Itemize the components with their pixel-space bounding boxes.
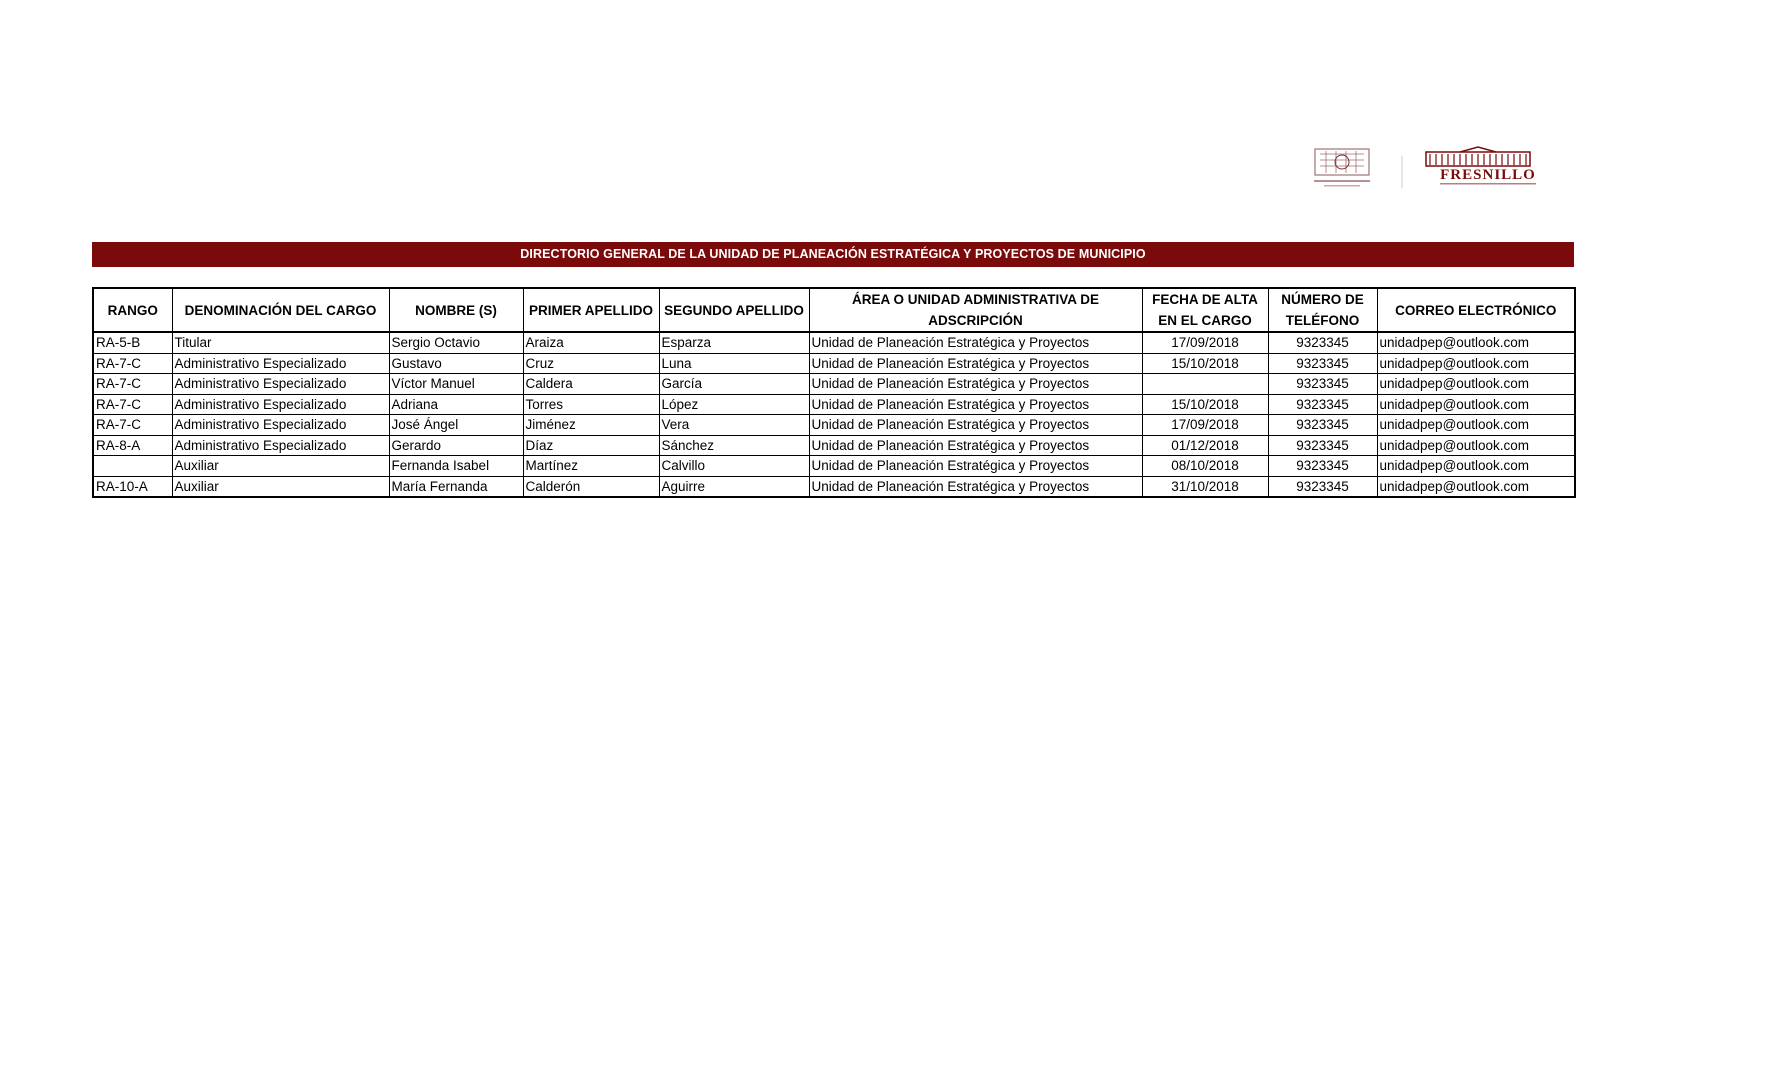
cell-rango: RA-8-A bbox=[93, 435, 172, 456]
table-row bbox=[93, 476, 1575, 497]
cell-rango: RA-7-C bbox=[93, 415, 172, 436]
cell-primer-apellido: Jiménez bbox=[523, 415, 659, 436]
cell-area: Unidad de Planeación Estratégica y Proyectos bbox=[809, 332, 1142, 353]
table-row bbox=[93, 456, 1575, 477]
cell-nombre: José Ángel bbox=[389, 415, 523, 436]
table-row bbox=[93, 394, 1575, 415]
cell-correo: unidadpep@outlook.com bbox=[1377, 374, 1575, 395]
cell-telefono: 9323345 bbox=[1268, 456, 1377, 477]
header-segundo-apellido: SEGUNDO APELLIDO bbox=[659, 288, 809, 332]
cell-fecha-alta: 17/09/2018 bbox=[1142, 332, 1268, 353]
table-body bbox=[93, 332, 1575, 497]
table-row bbox=[93, 353, 1575, 374]
cell-segundo-apellido: Calvillo bbox=[659, 456, 809, 477]
table-row bbox=[93, 332, 1575, 353]
header-primer-apellido: PRIMER APELLIDO bbox=[523, 288, 659, 332]
cell-correo: unidadpep@outlook.com bbox=[1377, 435, 1575, 456]
cell-area: Unidad de Planeación Estratégica y Proyectos bbox=[809, 374, 1142, 395]
cell-cargo: Auxiliar bbox=[172, 476, 389, 497]
cell-nombre: Fernanda Isabel bbox=[389, 456, 523, 477]
cell-telefono: 9323345 bbox=[1268, 332, 1377, 353]
cell-correo: unidadpep@outlook.com bbox=[1377, 394, 1575, 415]
cell-rango: RA-5-B bbox=[93, 332, 172, 353]
cell-fecha-alta: 15/10/2018 bbox=[1142, 394, 1268, 415]
header-correo: CORREO ELECTRÓNICO bbox=[1377, 288, 1575, 332]
cell-rango: RA-7-C bbox=[93, 374, 172, 395]
cell-rango: RA-10-A bbox=[93, 476, 172, 497]
cell-area: Unidad de Planeación Estratégica y Proyectos bbox=[809, 415, 1142, 436]
cell-fecha-alta: 01/12/2018 bbox=[1142, 435, 1268, 456]
cell-area: Unidad de Planeación Estratégica y Proyectos bbox=[809, 476, 1142, 497]
table-row bbox=[93, 435, 1575, 456]
cell-nombre: María Fernanda bbox=[389, 476, 523, 497]
fresnillo-logo bbox=[1426, 147, 1536, 185]
cell-fecha-alta bbox=[1142, 374, 1268, 395]
cell-nombre: Víctor Manuel bbox=[389, 374, 523, 395]
cell-telefono: 9323345 bbox=[1268, 476, 1377, 497]
cell-fecha-alta: 17/09/2018 bbox=[1142, 415, 1268, 436]
cell-segundo-apellido: Luna bbox=[659, 353, 809, 374]
cell-cargo: Administrativo Especializado bbox=[172, 435, 389, 456]
cell-rango bbox=[93, 456, 172, 477]
header-rango: RANGO bbox=[93, 288, 172, 332]
cell-correo: unidadpep@outlook.com bbox=[1377, 415, 1575, 436]
cell-cargo: Administrativo Especializado bbox=[172, 415, 389, 436]
header-nombre: NOMBRE (S) bbox=[389, 288, 523, 332]
cell-primer-apellido: Araiza bbox=[523, 332, 659, 353]
cell-segundo-apellido: Esparza bbox=[659, 332, 809, 353]
header-denominacion: DENOMINACIÓN DEL CARGO bbox=[172, 288, 389, 332]
cell-rango: RA-7-C bbox=[93, 353, 172, 374]
cell-fecha-alta: 31/10/2018 bbox=[1142, 476, 1268, 497]
cell-cargo: Administrativo Especializado bbox=[172, 374, 389, 395]
cell-correo: unidadpep@outlook.com bbox=[1377, 332, 1575, 353]
cell-segundo-apellido: López bbox=[659, 394, 809, 415]
cell-primer-apellido: Calderón bbox=[523, 476, 659, 497]
cell-primer-apellido: Martínez bbox=[523, 456, 659, 477]
table-row bbox=[93, 374, 1575, 395]
cell-correo: unidadpep@outlook.com bbox=[1377, 456, 1575, 477]
cell-primer-apellido: Díaz bbox=[523, 435, 659, 456]
logos-graphic bbox=[1310, 146, 1570, 192]
cell-fecha-alta: 08/10/2018 bbox=[1142, 456, 1268, 477]
cell-rango: RA-7-C bbox=[93, 394, 172, 415]
cell-area: Unidad de Planeación Estratégica y Proyectos bbox=[809, 394, 1142, 415]
header-logos bbox=[1310, 146, 1570, 192]
cell-area: Unidad de Planeación Estratégica y Proyectos bbox=[809, 353, 1142, 374]
cell-nombre: Sergio Octavio bbox=[389, 332, 523, 353]
header-telefono: NÚMERO DE TELÉFONO bbox=[1268, 288, 1377, 332]
header-area: ÁREA O UNIDAD ADMINISTRATIVA DE ADSCRIPCIÓN bbox=[809, 288, 1142, 332]
cell-nombre: Gustavo bbox=[389, 353, 523, 374]
cell-segundo-apellido: Vera bbox=[659, 415, 809, 436]
cell-segundo-apellido: García bbox=[659, 374, 809, 395]
cell-telefono: 9323345 bbox=[1268, 415, 1377, 436]
cell-telefono: 9323345 bbox=[1268, 374, 1377, 395]
directory-table bbox=[92, 287, 1576, 498]
cell-primer-apellido: Caldera bbox=[523, 374, 659, 395]
cell-area: Unidad de Planeación Estratégica y Proyectos bbox=[809, 456, 1142, 477]
cell-cargo: Administrativo Especializado bbox=[172, 394, 389, 415]
header-fecha-alta: FECHA DE ALTA EN EL CARGO bbox=[1142, 288, 1268, 332]
cell-telefono: 9323345 bbox=[1268, 435, 1377, 456]
cell-telefono: 9323345 bbox=[1268, 353, 1377, 374]
cell-primer-apellido: Torres bbox=[523, 394, 659, 415]
cell-segundo-apellido: Sánchez bbox=[659, 435, 809, 456]
cell-cargo: Titular bbox=[172, 332, 389, 353]
municipal-seal-logo bbox=[1314, 149, 1370, 187]
table-row bbox=[93, 415, 1575, 436]
cell-fecha-alta: 15/10/2018 bbox=[1142, 353, 1268, 374]
document-title: DIRECTORIO GENERAL DE LA UNIDAD DE PLANEACIÓN ESTRATÉGICA Y PROYECTOS DE MUNICIPIO bbox=[92, 242, 1574, 267]
table-header-row bbox=[93, 288, 1575, 332]
cell-nombre: Adriana bbox=[389, 394, 523, 415]
cell-correo: unidadpep@outlook.com bbox=[1377, 353, 1575, 374]
cell-telefono: 9323345 bbox=[1268, 394, 1377, 415]
svg-text:FRESNILLO: FRESNILLO bbox=[1440, 167, 1536, 183]
cell-nombre: Gerardo bbox=[389, 435, 523, 456]
cell-area: Unidad de Planeación Estratégica y Proyectos bbox=[809, 435, 1142, 456]
cell-correo: unidadpep@outlook.com bbox=[1377, 476, 1575, 497]
cell-cargo: Auxiliar bbox=[172, 456, 389, 477]
cell-primer-apellido: Cruz bbox=[523, 353, 659, 374]
cell-cargo: Administrativo Especializado bbox=[172, 353, 389, 374]
cell-segundo-apellido: Aguirre bbox=[659, 476, 809, 497]
